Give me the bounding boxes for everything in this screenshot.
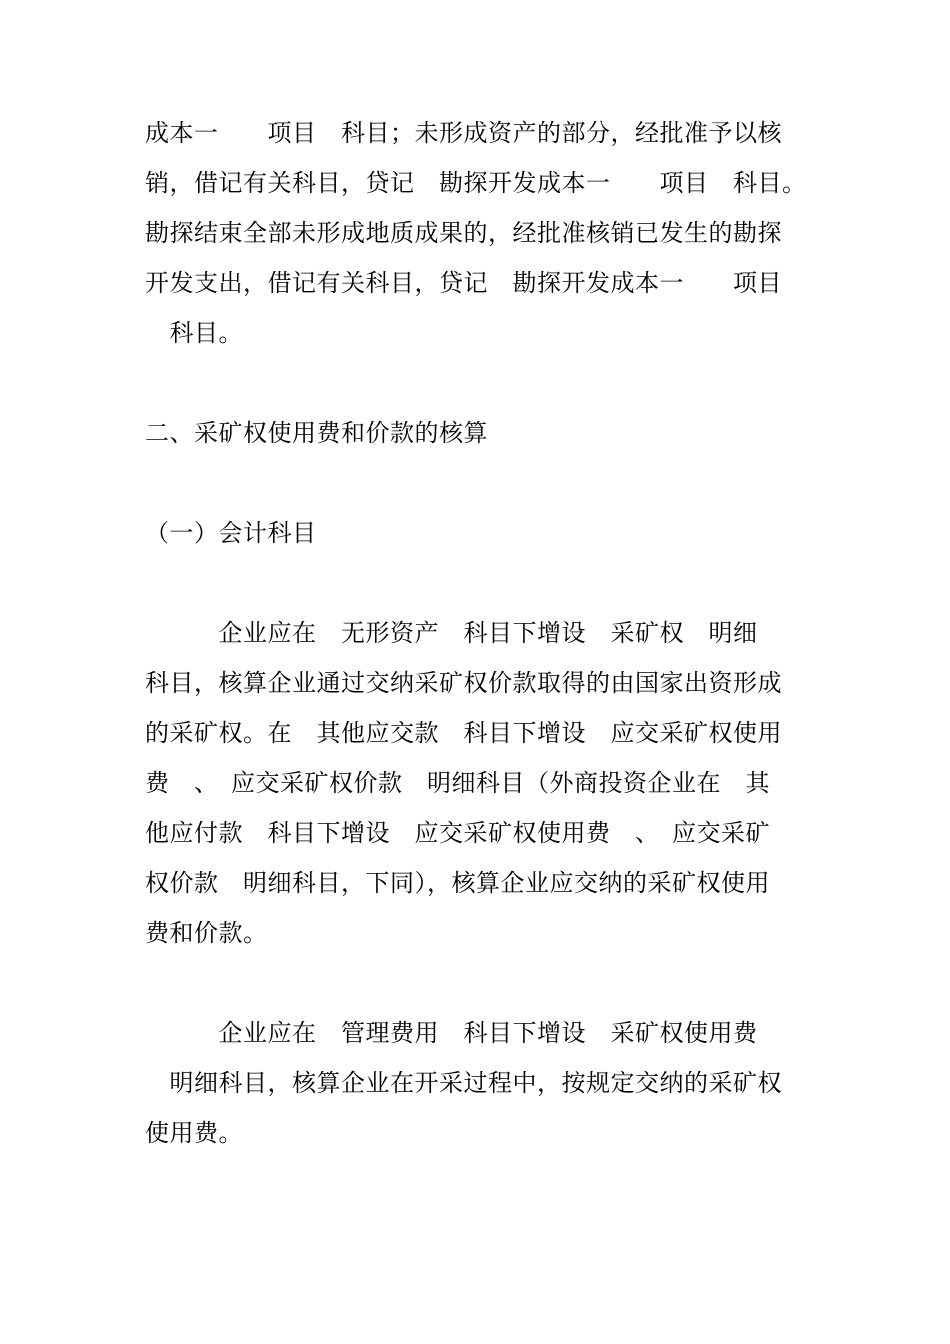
- text-line: 科目。: [145, 319, 243, 347]
- text-line: 企业应在 无形资产 科目下增设 采矿权 明细: [145, 619, 758, 647]
- text-line: 科目，核算企业通过交纳采矿权价款取得的由国家出资形成: [145, 669, 782, 697]
- text-line: 销，借记有关科目，贷记 勘探开发成本一 项目 科目。: [145, 169, 807, 197]
- text-line: 明细科目，核算企业在开采过程中，按规定交纳的采矿权: [145, 1069, 782, 1097]
- text-line: 权价款 明细科目，下同），核算企业应交纳的采矿权使用: [145, 869, 770, 897]
- text-line: 成本一 项目 科目；未形成资产的部分，经批准予以核: [145, 119, 782, 147]
- text-line: 勘探结束全部未形成地质成果的，经批准核销已发生的勘探: [145, 219, 782, 247]
- text-line: 企业应在 管理费用 科目下增设 采矿权使用费: [145, 1019, 758, 1047]
- text-line: 费 、 应交采矿权价款 明细科目（外商投资企业在 其: [145, 769, 770, 797]
- section-heading: 二、采矿权使用费和价款的核算: [145, 419, 488, 447]
- text-line: 费和价款。: [145, 919, 268, 947]
- subsection-heading: （一）会计科目: [145, 519, 317, 547]
- text-line: 的采矿权。在 其他应交款 科目下增设 应交采矿权使用: [145, 719, 782, 747]
- text-line: 他应付款 科目下增设 应交采矿权使用费 、 应交采矿: [145, 819, 770, 847]
- text-line: 使用费。: [145, 1119, 243, 1147]
- text-line: 开发支出，借记有关科目，贷记 勘探开发成本一 项目: [145, 269, 782, 297]
